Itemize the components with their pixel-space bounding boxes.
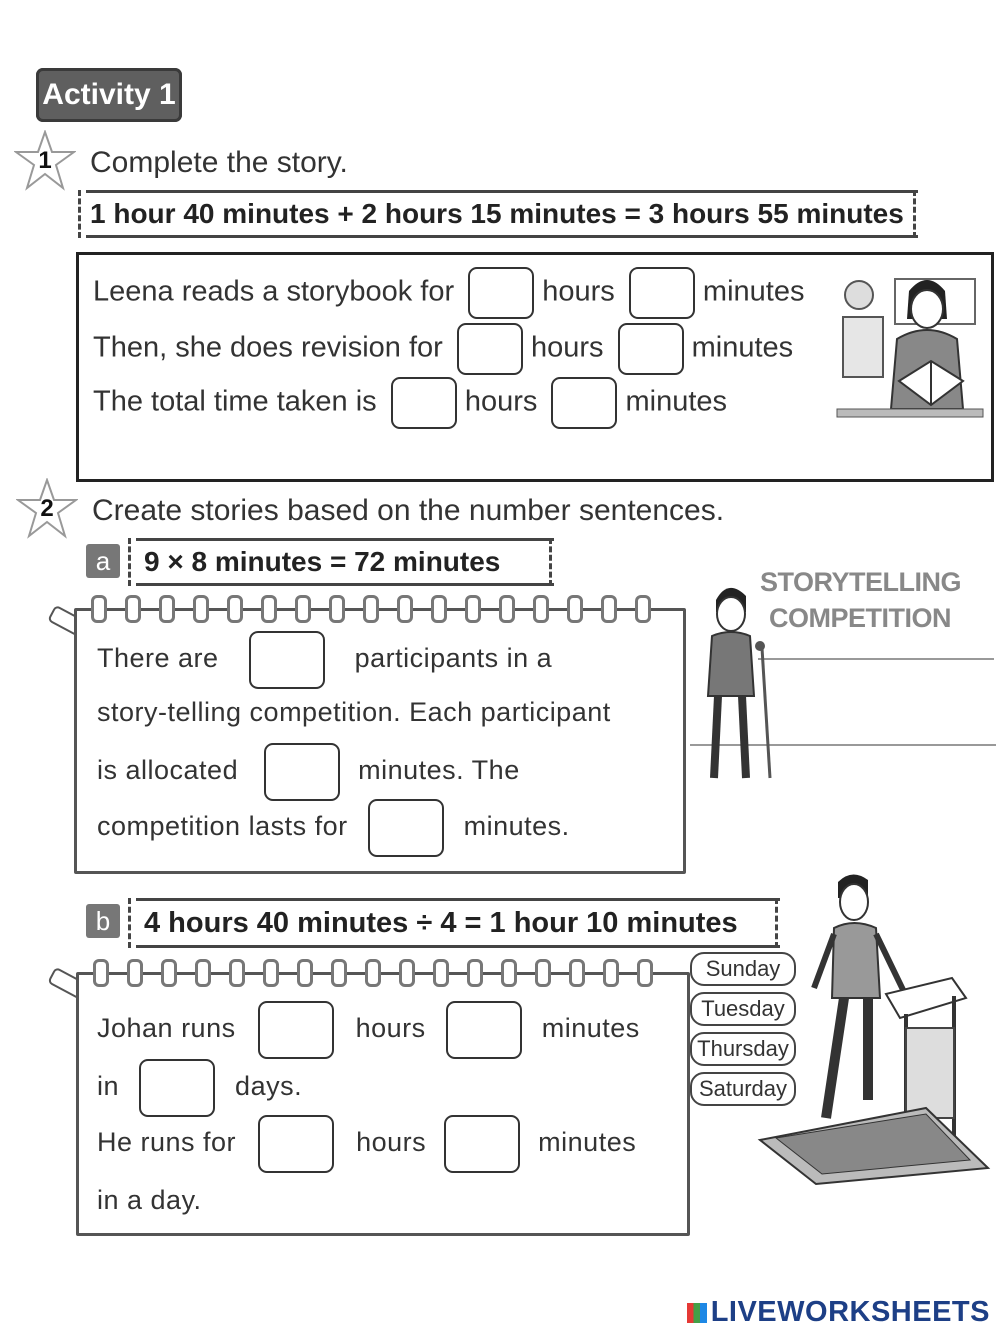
equation-banner bbox=[86, 190, 918, 238]
day-label: Thursday bbox=[690, 1032, 796, 1066]
minutes-answer-box[interactable] bbox=[264, 743, 340, 801]
sign-line-2: COMPETITION bbox=[769, 603, 951, 633]
story-line-2 bbox=[93, 323, 793, 375]
story-text: minutes. The bbox=[358, 755, 520, 786]
total-minutes-answer-box[interactable] bbox=[368, 799, 444, 857]
story-text: hours bbox=[355, 1013, 426, 1044]
day-label: Tuesday bbox=[690, 992, 796, 1026]
story-text: is allocated bbox=[97, 755, 239, 786]
hours-label: hours bbox=[464, 385, 538, 418]
story-text: minutes bbox=[541, 1013, 640, 1044]
story-line-2: story-telling competition. Each participant bbox=[97, 697, 611, 727]
story-line-1 bbox=[97, 1001, 640, 1059]
story-text: He runs for bbox=[97, 1127, 237, 1158]
boy-speaker-icon bbox=[698, 578, 788, 798]
story-text: in bbox=[97, 1071, 120, 1102]
story-line-1 bbox=[97, 631, 552, 689]
storytelling-illustration bbox=[686, 548, 996, 798]
story-line-prefix: The total time taken is bbox=[93, 385, 377, 418]
part-b-tag: b bbox=[86, 904, 120, 938]
minutes-label: minutes bbox=[625, 385, 728, 418]
equation-text: 4 hours 40 minutes ÷ 4 = 1 hour 10 minutes bbox=[144, 907, 738, 939]
question-number-star bbox=[16, 478, 78, 540]
story-line-prefix: Leena reads a storybook for bbox=[93, 275, 455, 308]
hours-answer-box[interactable] bbox=[468, 267, 534, 319]
hours-label: hours bbox=[530, 331, 604, 364]
question-number: 2 bbox=[40, 495, 54, 522]
story-text: hours bbox=[356, 1127, 427, 1158]
equation-banner bbox=[136, 898, 780, 948]
story-line-prefix: Then, she does revision for bbox=[93, 331, 443, 364]
story-line-3 bbox=[97, 1115, 636, 1173]
story-line-4: in a day. bbox=[97, 1185, 202, 1215]
story-text: minutes. bbox=[463, 811, 570, 842]
treadmill-runner-illustration bbox=[756, 868, 992, 1188]
logo-text: LIVEWORKSHEETS bbox=[710, 1296, 990, 1328]
question-number: 1 bbox=[38, 147, 52, 174]
part-a-tag: a bbox=[86, 544, 120, 578]
question-title: Create stories based on the number sentences. bbox=[92, 494, 725, 527]
notebook-rings bbox=[79, 959, 687, 985]
liveworksheets-logo[interactable] bbox=[687, 1296, 990, 1329]
story-line-1 bbox=[93, 267, 804, 319]
minutes-answer-box[interactable] bbox=[444, 1115, 520, 1173]
story-text: minutes bbox=[538, 1127, 637, 1158]
day-label: Saturday bbox=[690, 1072, 796, 1106]
equation-banner bbox=[136, 538, 554, 586]
story-line-4 bbox=[97, 799, 570, 857]
story-note-b bbox=[76, 972, 690, 1236]
day-label: Sunday bbox=[690, 952, 796, 986]
story-line-2 bbox=[97, 1059, 302, 1117]
story-line-3 bbox=[97, 743, 520, 801]
minutes-label: minutes bbox=[702, 275, 805, 308]
girl-reading-illustration bbox=[835, 269, 985, 429]
participants-answer-box[interactable] bbox=[249, 631, 325, 689]
hours-answer-box[interactable] bbox=[258, 1115, 334, 1173]
minutes-answer-box[interactable] bbox=[618, 323, 684, 375]
hours-answer-box[interactable] bbox=[457, 323, 523, 375]
minutes-label: minutes bbox=[691, 331, 794, 364]
minutes-answer-box[interactable] bbox=[551, 377, 617, 429]
hours-answer-box[interactable] bbox=[258, 1001, 334, 1059]
notebook-rings bbox=[77, 595, 683, 621]
story-text: competition lasts for bbox=[97, 811, 348, 842]
minutes-answer-box[interactable] bbox=[629, 267, 695, 319]
logo-icon bbox=[687, 1303, 707, 1323]
competition-sign bbox=[760, 564, 960, 636]
story-text: Johan runs bbox=[97, 1013, 236, 1044]
activity-label: Activity 1 bbox=[42, 78, 176, 111]
question-title: Complete the story. bbox=[90, 146, 348, 179]
story-text: days. bbox=[235, 1071, 303, 1102]
activity-badge bbox=[36, 68, 182, 122]
story-line-3 bbox=[93, 377, 727, 429]
sign-line-1: STORYTELLING bbox=[760, 567, 962, 597]
question-number-star bbox=[14, 130, 76, 192]
equation-text: 9 × 8 minutes = 72 minutes bbox=[144, 546, 501, 577]
story-box bbox=[76, 252, 994, 482]
story-text: There are bbox=[97, 643, 219, 674]
story-text: participants in a bbox=[354, 643, 553, 674]
equation-text: 1 hour 40 minutes + 2 hours 15 minutes = 3 hours 55 minutes bbox=[90, 198, 904, 229]
days-answer-box[interactable] bbox=[139, 1059, 215, 1117]
hours-label: hours bbox=[542, 275, 615, 308]
hours-answer-box[interactable] bbox=[391, 377, 457, 429]
story-note-a bbox=[74, 608, 686, 874]
minutes-answer-box[interactable] bbox=[446, 1001, 522, 1059]
